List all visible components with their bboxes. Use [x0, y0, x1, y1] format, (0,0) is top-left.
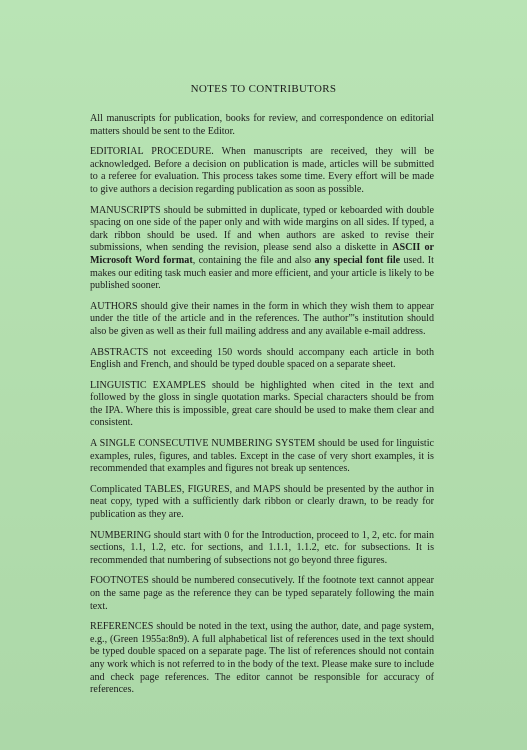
references-paragraph	[90, 621, 434, 697]
paragraph-heading: FOOTNOTES	[90, 575, 149, 587]
editorial-procedure-paragraph	[90, 146, 434, 196]
paragraph-heading: LINGUISTIC EXAMPLES	[90, 379, 206, 391]
notes-body	[90, 113, 434, 705]
format-emphasis: ASCII or Microsoft Word format	[90, 242, 434, 266]
footnotes-paragraph	[90, 575, 434, 613]
numbering-system-paragraph	[90, 438, 434, 476]
intro-paragraph	[90, 113, 434, 138]
tables-figures-maps-paragraph	[90, 484, 434, 522]
paragraph-heading: NUMBERING	[90, 529, 152, 541]
numbering-paragraph	[90, 530, 434, 568]
paragraph-text: should be used for linguistic examples, rules, figures, and tables. Except in the case of very short examples, it is recommended that examples and figures not break up sentences.	[90, 438, 434, 475]
paragraph-heading: MANUSCRIPTS	[90, 204, 161, 216]
paragraph-heading: EDITORIAL PROCEDURE.	[90, 146, 214, 158]
authors-paragraph	[90, 301, 434, 339]
paragraph-heading: Complicated TABLES, FIGURES, and MAPS	[90, 483, 281, 495]
paragraph-text: should give their names in the form in which they wish them to appear under the title of the article and in the references. The author”'s institution should also be given as well as their full mailing address and any available e-mail address.	[90, 300, 434, 337]
linguistic-examples-paragraph	[90, 380, 434, 430]
paragraph-heading: AUTHORS	[90, 300, 138, 312]
paragraph-heading: ABSTRACTS	[90, 346, 149, 358]
paragraph-text: should be noted in the text, using the author, date, and page system, e.g., (Green 1955a:8n9). A full alphabetical list of references used in the text should be typed double spaced on a separate page. The list of references should not contain any work which is not referred to in the body of the text. Please make sure to include and check page references. The editor cannot be responsible for accuracy of references.	[90, 621, 434, 696]
paragraph-heading: A SINGLE CONSECUTIVE NUMBERING SYSTEM	[90, 438, 316, 450]
paragraph-heading: REFERENCES	[90, 621, 154, 633]
paragraph-text: should be highlighted when cited in the text and followed by the gloss in single quotation marks. Special characters should be from the IPA. Where this is impossible, great care should be used to make them clear and consistent.	[90, 379, 434, 429]
abstracts-paragraph	[90, 347, 434, 372]
paragraph-text: All manuscripts for publication, books for review, and correspondence on editorial matters should be sent to the Editor.	[90, 113, 434, 137]
manuscripts-paragraph	[90, 205, 434, 293]
font-file-emphasis: any special font file	[314, 254, 401, 266]
page-title: NOTES TO CONTRIBUTORS	[190, 83, 337, 95]
paragraph-text-continued: , containing the file and also	[192, 254, 315, 266]
paragraph-text: should be presented by the author in neat copy, typed with a sufficiently dark ribbon or clearly drawn, to be ready for publication as they are.	[90, 483, 434, 521]
paragraph-text: should start with 0 for the Introduction, proceed to 1, 2, etc. for main sections, 1.1, 1.2, etc. for sections, and 1.1.1, 1.1.2, etc. for subsections. It is recommended that numbering of subsections not go beyond three figures.	[90, 529, 434, 566]
paragraph-text: should be numbered consecutively. If the footnote text cannot appear on the same page as the reference they can be typed separately following the main text.	[90, 575, 434, 612]
paragraph-text: should be submitted in duplicate, typed or keboarded with double spacing on one side of the paper only and with wide margins on all sides. If typed, a dark ribbon should be used. If and when authors are asked to revise their submissions, when sending the revision, please send also a diskette in	[90, 204, 434, 254]
paragraph-text: When manuscripts are received, they will be acknowledged. Before a decision on publication is made, articles will be submitted to a referee for evaluation. This process takes some time. Every effort will be made to give authors a decision regarding publication as soon as possible.	[90, 146, 434, 195]
paragraph-text: not exceeding 150 words should accompany each article in both English and French, and should be typed double spaced on a separate sheet.	[90, 346, 434, 371]
paragraph-text-end: used. It makes our editing task much easier and more efficient, and your article is likely to be published sooner.	[90, 254, 435, 292]
